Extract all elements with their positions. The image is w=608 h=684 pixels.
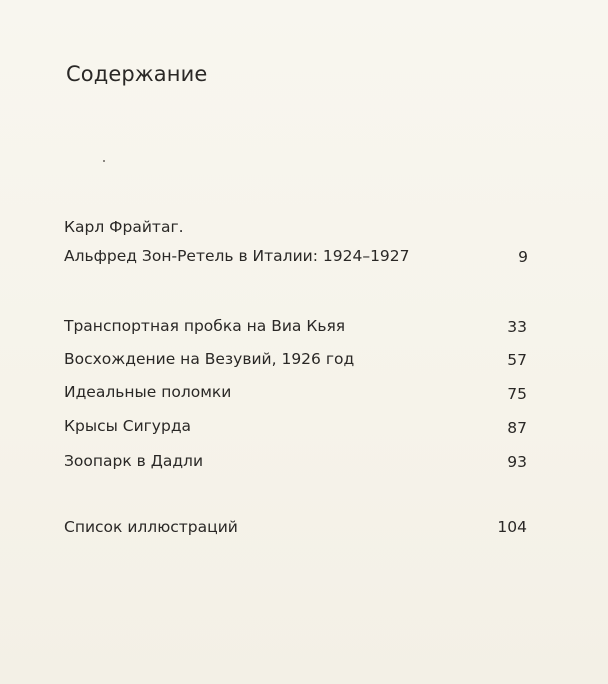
toc-entry-page: 87: [507, 419, 527, 437]
toc-entry-title: Зоопарк в Дадли: [64, 452, 204, 470]
toc-entry-page: 93: [507, 453, 527, 471]
toc-entry-title: Идеальные поломки: [64, 383, 232, 401]
toc-entry-title: Восхождение на Везувий, 1926 год: [64, 350, 355, 368]
toc-intro-page: 9: [518, 248, 528, 266]
toc-entry-page: 75: [507, 385, 527, 403]
toc-entry-page: 57: [507, 351, 527, 369]
toc-appendix-title: Список иллюстраций: [64, 518, 238, 536]
toc-appendix-page: 104: [497, 518, 527, 536]
toc-intro-title: Альфред Зон-Ретель в Италии: 1924–1927: [64, 247, 410, 265]
page-title: Содержание: [66, 62, 208, 86]
toc-intro-author: Карл Фрайтаг.: [64, 218, 184, 236]
ink-speck: [103, 160, 105, 162]
toc-entry-page: 33: [507, 318, 527, 336]
toc-entry-title: Транспортная пробка на Виа Кьяя: [64, 317, 346, 335]
toc-entry-title: Крысы Сигурда: [64, 417, 192, 435]
